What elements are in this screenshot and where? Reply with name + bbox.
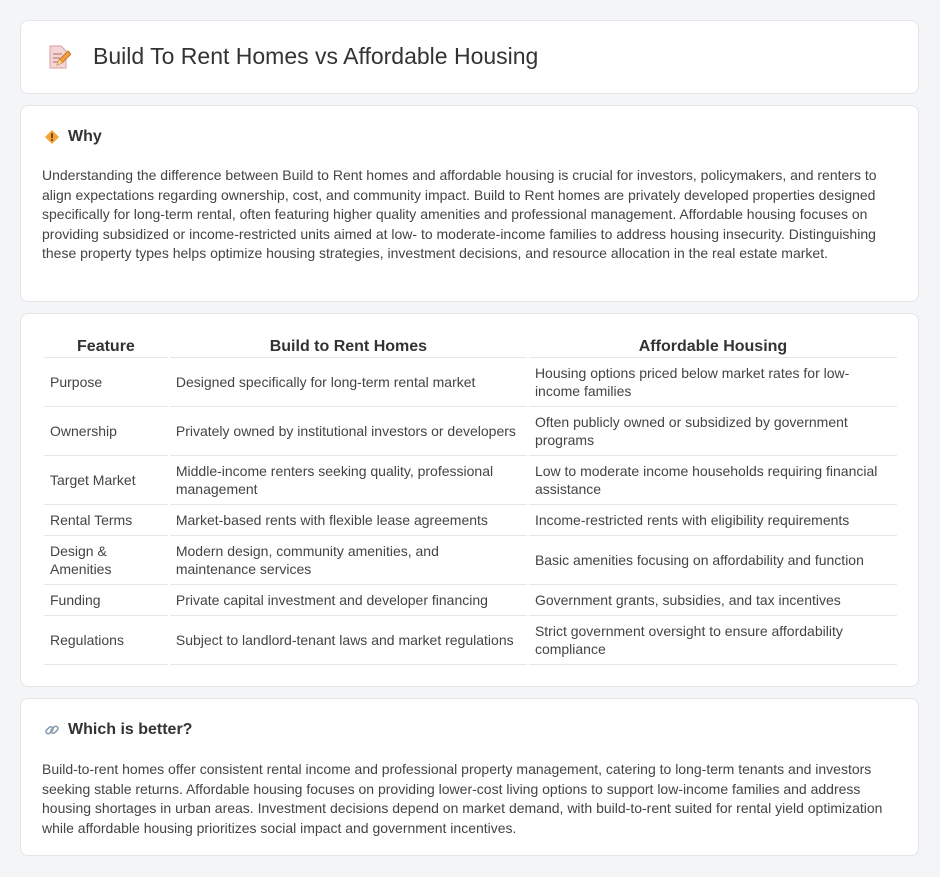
row-build-to-rent: Privately owned by institutional investors or developers [170,407,527,456]
row-build-to-rent: Modern design, community amenities, and maintenance services [170,536,527,585]
table-row [44,505,897,536]
table-row [44,456,897,505]
why-text: Understanding the difference between Build to Rent homes and affordable housing is crucial for investors, policymakers, and renters to align expectations regarding ownership, cost, and community impact. Build to Rent homes are privately developed properties designed specifically for long-term rental, often featuring higher quality amenities and professional management. Affordable housing focuses on providing subsidized or income-restricted units aimed at low- to moderate-income families to address housing insecurity. Distinguishing these property types helps optimize housing strategies, investment decisions, and resource allocation in the real estate market. [42,167,877,262]
row-feature: Regulations [44,616,168,665]
page-title: Build To Rent Homes vs Affordable Housing [93,43,539,69]
row-affordable-housing: Government grants, subsidies, and tax incentives [529,585,897,616]
document-pencil-icon [47,44,71,70]
better-text: Build-to-rent homes offer consistent rental income and professional property management, catering to long-term tenants and investors seeking stable returns. Affordable housing focuses on providing lower-cost living options to support low-income families and address housing shortages in urban areas. Investment decisions depend on market demand, with build-to-rent suited for rental yield optimization while affordable housing prioritizes social impact and government incentives. [42,761,883,836]
header-feature: Feature [44,336,168,358]
row-feature: Funding [44,585,168,616]
warning-diamond-icon [43,128,61,146]
row-feature: Ownership [44,407,168,456]
table-row [44,358,897,407]
row-build-to-rent: Subject to landlord-tenant laws and market regulations [170,616,527,665]
row-affordable-housing: Income-restricted rents with eligibility requirements [529,505,897,536]
why-title: Why [68,128,102,145]
row-feature: Rental Terms [44,505,168,536]
why-header [43,128,102,146]
table-row [44,536,897,585]
comparison-table [42,336,899,665]
link-icon [43,721,61,739]
row-affordable-housing: Strict government oversight to ensure affordability compliance [529,616,897,665]
row-affordable-housing: Low to moderate income households requiring financial assistance [529,456,897,505]
table-row [44,407,897,456]
table-header-row [44,336,897,358]
why-section [20,105,919,302]
better-title: Which is better? [68,721,193,738]
title-card [20,20,919,94]
row-build-to-rent: Market-based rents with flexible lease agreements [170,505,527,536]
title-row [47,43,538,70]
comparison-table-card [20,313,919,687]
row-build-to-rent: Private capital investment and developer financing [170,585,527,616]
better-header [43,721,192,739]
table-row [44,616,897,665]
row-feature: Target Market [44,456,168,505]
table-row [44,585,897,616]
header-build-to-rent: Build to Rent Homes [170,336,527,358]
row-build-to-rent: Designed specifically for long-term rental market [170,358,527,407]
row-feature: Design & Amenities [44,536,168,585]
row-build-to-rent: Middle-income renters seeking quality, professional management [170,456,527,505]
row-affordable-housing: Housing options priced below market rates for low-income families [529,358,897,407]
header-affordable-housing: Affordable Housing [529,336,897,358]
row-affordable-housing: Basic amenities focusing on affordability and function [529,536,897,585]
which-is-better-section [20,698,919,856]
row-feature: Purpose [44,358,168,407]
row-affordable-housing: Often publicly owned or subsidized by government programs [529,407,897,456]
